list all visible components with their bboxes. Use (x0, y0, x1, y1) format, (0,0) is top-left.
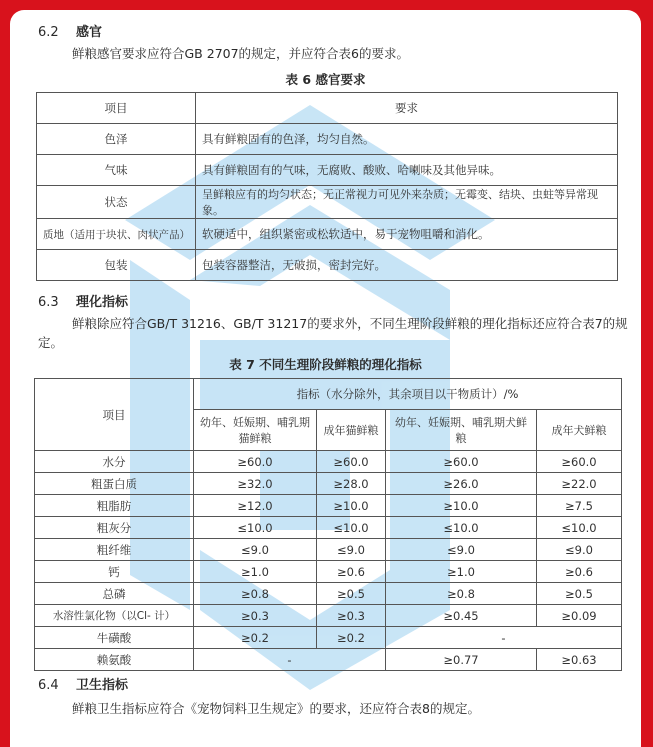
table-cell: 呈鲜粮应有的均匀状态；无正常视力可见外来杂质；无霉变、结块、虫蛀等异常现象。 (196, 186, 618, 219)
table-row (35, 473, 622, 495)
table-row (35, 627, 622, 649)
table-cell: ≤10.0 (194, 517, 317, 539)
table-cell: 粗灰分 (35, 517, 194, 539)
table-7 (34, 378, 622, 671)
table-cell: 状态 (37, 186, 196, 219)
table-7-header-item: 项目 (35, 379, 194, 451)
table-cell: ≥10.0 (386, 495, 537, 517)
table-7-col-header: 幼年、妊娠期、哺乳期猫鲜粮 (194, 410, 317, 451)
table-cell: ≥0.77 (386, 649, 537, 671)
table-row (35, 583, 622, 605)
table-6 (36, 92, 618, 281)
table-row (37, 219, 618, 250)
table-row (37, 186, 618, 219)
table-7-title: 表 7 不同生理阶段鲜粮的理化指标 (229, 357, 422, 372)
table-row (37, 250, 618, 281)
table-cell: ≥1.0 (194, 561, 317, 583)
table-cell: ≤9.0 (317, 539, 386, 561)
table-cell: 软硬适中，组织紧密或松软适中，易于宠物咀嚼和消化。 (196, 219, 618, 250)
table-cell: ≥28.0 (317, 473, 386, 495)
table-cell: 水分 (35, 451, 194, 473)
table-cell: ≥0.45 (386, 605, 537, 627)
table-cell: ≥0.6 (537, 561, 622, 583)
table-6-header-item: 项目 (37, 93, 196, 124)
table-cell: ≥60.0 (537, 451, 622, 473)
table-row (37, 155, 618, 186)
table-cell: 粗蛋白质 (35, 473, 194, 495)
table-cell: 质地（适用于块状、肉状产品） (37, 219, 196, 250)
table-cell: 气味 (37, 155, 196, 186)
section-6-4-text: 鲜粮卫生指标应符合《宠物饲料卫生规定》的要求，还应符合表8的规定。 (72, 701, 480, 716)
table-row (35, 451, 622, 473)
table-cell: ≥0.2 (317, 627, 386, 649)
table-cell: ≥0.3 (317, 605, 386, 627)
section-6-3-heading: 6.3 理化指标 (38, 295, 129, 310)
table-cell: ≥0.3 (194, 605, 317, 627)
table-cell: ≥60.0 (194, 451, 317, 473)
table-cell: 粗纤维 (35, 539, 194, 561)
table-cell: - (386, 627, 622, 649)
document-page (10, 10, 641, 747)
table-cell: 牛磺酸 (35, 627, 194, 649)
table-cell: ≤9.0 (386, 539, 537, 561)
table-cell: ≥0.5 (537, 583, 622, 605)
table-7-header-row-1 (35, 379, 622, 410)
table-cell: ≥0.8 (194, 583, 317, 605)
table-7-group-header: 指标（水分除外，其余项目以干物质计）/% (194, 379, 622, 410)
section-6-2-heading: 6.2 感官 (38, 25, 103, 40)
table-cell: ≥0.8 (386, 583, 537, 605)
table-7-col-header: 幼年、妊娠期、哺乳期犬鲜粮 (386, 410, 537, 451)
section-6-3-text-line-1: 鲜粮除应符合GB/T 31216、GB/T 31217的要求外，不同生理阶段鲜粮的理化指标还应符合表7的规 (72, 316, 628, 331)
section-6-3-text-line-2: 定。 (38, 335, 64, 350)
table-cell: ≥0.5 (317, 583, 386, 605)
table-cell: - (194, 649, 386, 671)
table-cell: ≥1.0 (386, 561, 537, 583)
table-row (37, 124, 618, 155)
table-row (35, 605, 622, 627)
table-cell: 水溶性氯化物（以Cl- 计） (35, 605, 194, 627)
table-cell: ≤10.0 (386, 517, 537, 539)
table-6-header-requirement: 要求 (196, 93, 618, 124)
table-cell: 总磷 (35, 583, 194, 605)
table-7-col-header: 成年犬鲜粮 (537, 410, 622, 451)
section-6-4-heading: 6.4 卫生指标 (38, 678, 129, 693)
table-cell: ≤9.0 (194, 539, 317, 561)
table-cell: ≥60.0 (317, 451, 386, 473)
table-row (35, 495, 622, 517)
table-cell: ≥32.0 (194, 473, 317, 495)
table-cell: 具有鲜粮固有的气味，无腐败、酸败、哈喇味及其他异味。 (196, 155, 618, 186)
table-cell: ≥0.2 (194, 627, 317, 649)
table-6-header-row (37, 93, 618, 124)
table-cell: ≤10.0 (537, 517, 622, 539)
table-cell: ≤9.0 (537, 539, 622, 561)
table-cell: ≥0.63 (537, 649, 622, 671)
table-cell: ≥12.0 (194, 495, 317, 517)
table-cell: 具有鲜粮固有的色泽，均匀自然。 (196, 124, 618, 155)
table-row (35, 649, 622, 671)
table-row (35, 539, 622, 561)
table-cell: ≥0.09 (537, 605, 622, 627)
table-7-col-header: 成年猫鲜粮 (317, 410, 386, 451)
table-cell: ≥60.0 (386, 451, 537, 473)
table-cell: ≥0.6 (317, 561, 386, 583)
table-cell: ≥26.0 (386, 473, 537, 495)
table-row (35, 517, 622, 539)
table-cell: ≥7.5 (537, 495, 622, 517)
table-cell: ≤10.0 (317, 517, 386, 539)
table-cell: 色泽 (37, 124, 196, 155)
table-cell: 赖氨酸 (35, 649, 194, 671)
table-cell: 钙 (35, 561, 194, 583)
section-6-2-text: 鲜粮感官要求应符合GB 2707的规定，并应符合表6的要求。 (72, 46, 410, 61)
table-cell: 包装 (37, 250, 196, 281)
table-cell: ≥22.0 (537, 473, 622, 495)
table-cell: ≥10.0 (317, 495, 386, 517)
table-6-title: 表 6 感官要求 (285, 72, 366, 87)
table-row (35, 561, 622, 583)
table-cell: 粗脂肪 (35, 495, 194, 517)
table-cell: 包装容器整洁，无破损，密封完好。 (196, 250, 618, 281)
